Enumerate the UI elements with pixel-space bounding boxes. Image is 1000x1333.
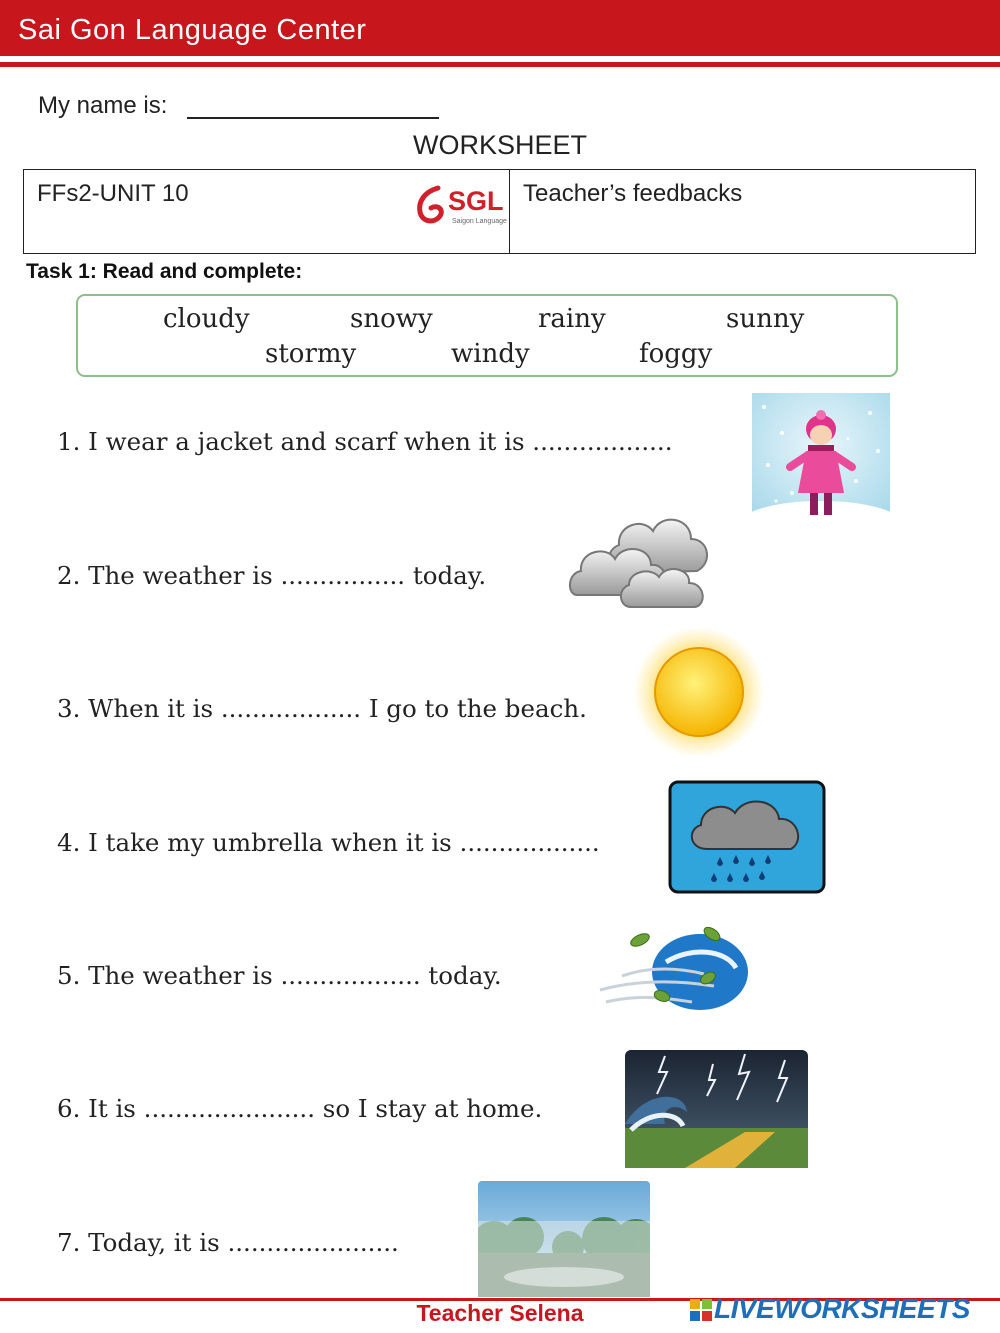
word-stormy: stormy <box>265 339 357 369</box>
logo-subtext: Saigon Language <box>452 218 507 225</box>
cloudy-picture <box>567 503 727 613</box>
header-divider <box>0 62 1000 67</box>
sgl-swirl-icon <box>414 184 448 228</box>
worksheet-title: WORKSHEET <box>412 130 587 160</box>
question-3[interactable]: 3. When it is .................. I go to the beach. <box>57 694 587 723</box>
wind-picture <box>596 918 756 1013</box>
word-snowy: snowy <box>350 304 433 334</box>
question-6[interactable]: 6. It is ...................... so I stay at home. <box>57 1094 543 1123</box>
header-bar <box>0 0 1000 56</box>
question-7[interactable]: 7. Today, it is ...................... <box>57 1228 399 1257</box>
snowy-girl-picture <box>752 393 890 525</box>
word-bank <box>76 294 898 377</box>
word-cloudy: cloudy <box>163 304 250 334</box>
task-title: Task 1: Read and complete: <box>26 260 303 283</box>
unit-label: FFs2-UNIT 10 <box>37 180 189 207</box>
question-4[interactable]: 4. I take my umbrella when it is .................. <box>57 828 600 857</box>
question-1[interactable]: 1. I wear a jacket and scarf when it is .................. <box>57 427 673 456</box>
sgl-logo <box>414 184 510 232</box>
word-rainy: rainy <box>538 304 606 334</box>
brand-text: LIVEWORKSHEETS <box>714 1293 970 1324</box>
rain-cloud-picture <box>667 779 827 895</box>
word-sunny: sunny <box>726 304 805 334</box>
word-foggy: foggy <box>639 339 713 369</box>
liveworksheets-logo-icon <box>690 1299 712 1321</box>
question-2[interactable]: 2. The weather is ................ today. <box>57 561 487 590</box>
word-windy: windy <box>451 339 530 369</box>
header-title: Sai Gon Language Center <box>18 14 367 46</box>
name-label: My name is: <box>38 92 168 119</box>
storm-picture <box>625 1050 808 1168</box>
info-table <box>23 169 976 254</box>
name-input-line[interactable] <box>187 117 439 119</box>
feedback-label: Teacher’s feedbacks <box>523 180 743 207</box>
footer-teacher: Teacher Selena <box>416 1300 584 1326</box>
logo-text: SGL <box>448 186 504 216</box>
fog-picture <box>478 1181 650 1297</box>
question-5[interactable]: 5. The weather is .................. today. <box>57 961 502 990</box>
sun-picture <box>632 625 767 760</box>
